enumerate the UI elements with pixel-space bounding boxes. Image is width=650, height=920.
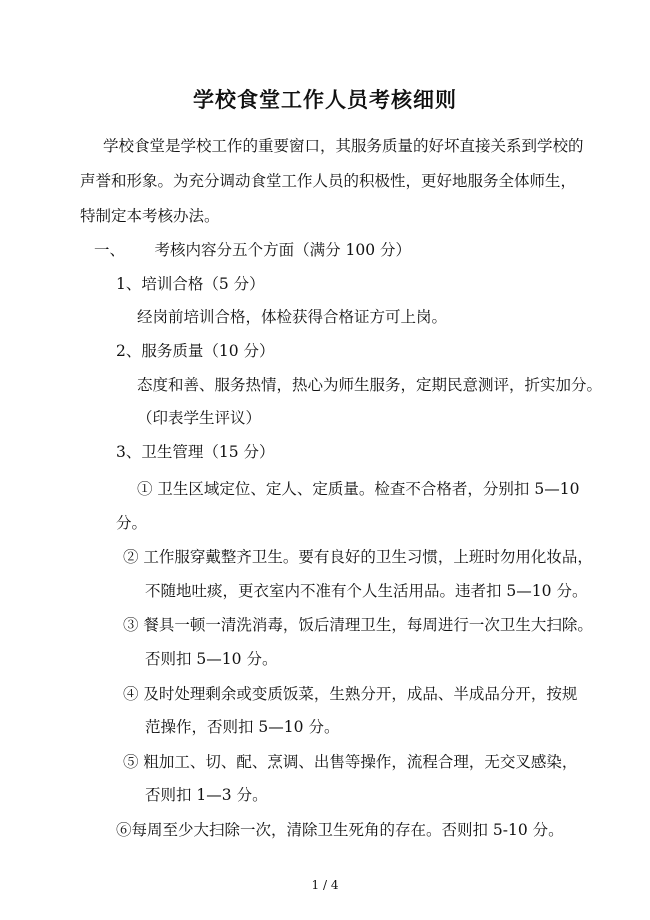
intro-line-1: 学校食堂是学校工作的重要窗口，其服务质量的好坏直接关系到学校的 xyxy=(103,137,584,155)
document-title: 学校食堂工作人员考核细则 xyxy=(193,87,457,112)
intro-line-2: 声誉和形象。为充分调动食堂工作人员的积极性，更好地服务全体师生， xyxy=(80,172,577,190)
item3-heading: 3、卫生管理（15 分） xyxy=(116,443,275,461)
point-4-line-1: ④ 及时处理剩余或变质饭菜，生熟分开，成品、半成品分开，按规 xyxy=(123,685,578,703)
point-4-line-2: 范操作，否则扣 5—10 分。 xyxy=(145,718,340,736)
point-2-line-2: 不随地吐痰，更衣室内不准有个人生活用品。违者扣 5—10 分。 xyxy=(145,582,588,600)
intro-line-3: 特制定本考核办法。 xyxy=(80,207,220,225)
point-3-line-1: ③ 餐具一顿一清洗消毒，饭后清理卫生，每周进行一次卫生大扫除。 xyxy=(123,616,593,634)
item2-note: （印表学生评议） xyxy=(137,409,262,427)
point-1-line-2: 分。 xyxy=(116,514,148,532)
section-heading: 一、 考核内容分五个方面（满分 100 分） xyxy=(94,241,412,259)
item1-heading: 1、培训合格（5 分） xyxy=(116,275,265,293)
item1-text: 经岗前培训合格，体检获得合格证方可上岗。 xyxy=(137,308,448,326)
point-5-line-1: ⑤ 粗加工、切、配、烹调、出售等操作，流程合理，无交叉感染， xyxy=(123,753,578,771)
point-5-line-2: 否则扣 1—3 分。 xyxy=(145,786,268,804)
point-6-line-1: ⑥每周至少大扫除一次，清除卫生死角的存在。否则扣 5-10 分。 xyxy=(116,821,564,839)
point-1-line-1: ① 卫生区域定位、定人、定质量。检查不合格者，分别扣 5—10 xyxy=(137,480,580,498)
point-3-line-2: 否则扣 5—10 分。 xyxy=(145,650,278,668)
page-number: 1 / 4 xyxy=(311,878,339,892)
item2-heading: 2、服务质量（10 分） xyxy=(116,342,275,360)
point-2-line-1: ② 工作服穿戴整齐卫生。要有良好的卫生习惯，上班时勿用化妆品， xyxy=(123,548,593,566)
item2-text: 态度和善、服务热情，热心为师生服务，定期民意测评，折实加分。 xyxy=(137,376,603,394)
